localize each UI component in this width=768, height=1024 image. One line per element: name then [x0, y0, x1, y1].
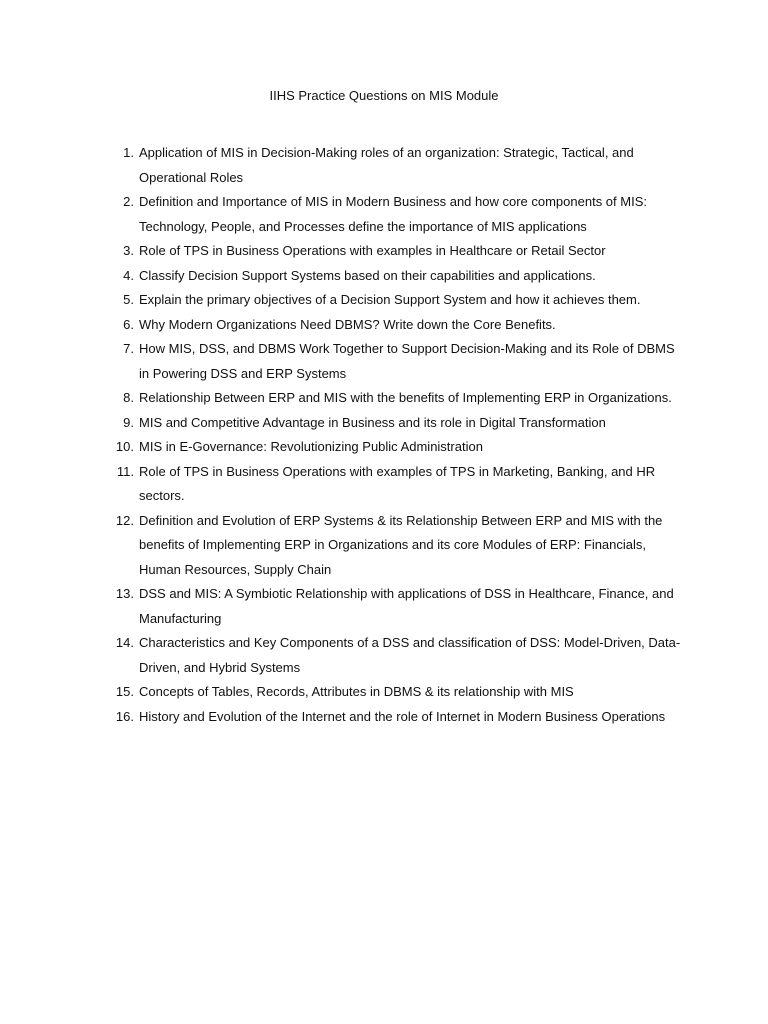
question-number: 12.	[115, 512, 134, 528]
question-item-15	[112, 680, 682, 705]
question-item-2	[112, 190, 682, 239]
question-number: 10.	[115, 439, 134, 454]
question-text: Classify Decision Support Systems based on their capabilities and applications.	[139, 267, 596, 283]
question-item-7	[112, 337, 682, 386]
question-item-3	[112, 239, 682, 264]
question-item-11	[112, 460, 682, 509]
question-item-6	[112, 313, 682, 338]
question-number: 4.	[123, 267, 134, 283]
question-text: Why Modern Organizations Need DBMS? Write down the Core Benefits.	[139, 316, 556, 332]
question-item-10	[112, 435, 682, 460]
question-list	[112, 141, 682, 729]
question-number: 2.	[123, 194, 134, 209]
question-number: 11.	[116, 463, 134, 479]
question-item-13	[112, 582, 682, 631]
question-number: 7.	[123, 341, 134, 356]
question-item-12	[112, 509, 682, 583]
question-text: How MIS, DSS, and DBMS Work Together to Support Decision-Making and its Role of DBMS in Powering DSS and ERP Systems	[139, 341, 675, 381]
question-text: Relationship Between ERP and MIS with the benefits of Implementing ERP in Organizations.	[139, 390, 672, 405]
question-item-4	[112, 264, 682, 289]
question-text: Definition and Importance of MIS in Modern Business and how core components of MIS: Technology, People, and Processes define the importance of MIS applications	[139, 194, 647, 234]
question-text: Definition and Evolution of ERP Systems & its Relationship Between ERP and MIS with the benefits of Implementing ERP in Organizations and its core Modules of ERP: Financials, Human Resources, Supply Chain	[139, 512, 663, 577]
question-number: 6.	[123, 316, 134, 332]
question-number: 9.	[123, 414, 134, 430]
question-text: Role of TPS in Business Operations with examples of TPS in Marketing, Banking, and HR sectors.	[139, 463, 656, 503]
question-number: 8.	[123, 390, 134, 405]
question-text: History and Evolution of the Internet and the role of Internet in Modern Business Operations	[139, 708, 666, 724]
question-text: Concepts of Tables, Records, Attributes in DBMS & its relationship with MIS	[139, 684, 574, 699]
question-text: Characteristics and Key Components of a DSS and classification of DSS: Model-Driven, Data-Driven, and Hybrid Systems	[139, 635, 681, 675]
question-number: 16.	[115, 708, 134, 724]
question-text: Explain the primary objectives of a Decision Support System and how it achieves them.	[139, 292, 641, 307]
question-item-9	[112, 411, 682, 436]
document-title: IIHS Practice Questions on MIS Module	[269, 88, 499, 103]
question-item-16	[112, 705, 682, 730]
question-number: 3.	[123, 243, 134, 258]
question-text: MIS and Competitive Advantage in Business and its role in Digital Transformation	[139, 414, 606, 430]
question-item-1	[112, 141, 682, 190]
question-item-14	[112, 631, 682, 680]
question-number: 13.	[115, 586, 134, 601]
question-text: DSS and MIS: A Symbiotic Relationship with applications of DSS in Healthcare, Finance, and Manufacturing	[139, 586, 674, 626]
question-item-8	[112, 386, 682, 411]
question-number: 1.	[123, 145, 134, 160]
question-number: 14.	[115, 635, 134, 650]
question-item-5	[112, 288, 682, 313]
question-number: 5.	[123, 292, 134, 307]
question-text: Application of MIS in Decision-Making roles of an organization: Strategic, Tactical, and Operational Roles	[139, 145, 634, 185]
question-text: MIS in E-Governance: Revolutionizing Public Administration	[139, 439, 483, 454]
question-text: Role of TPS in Business Operations with examples in Healthcare or Retail Sector	[139, 243, 606, 258]
question-number: 15.	[115, 684, 134, 699]
